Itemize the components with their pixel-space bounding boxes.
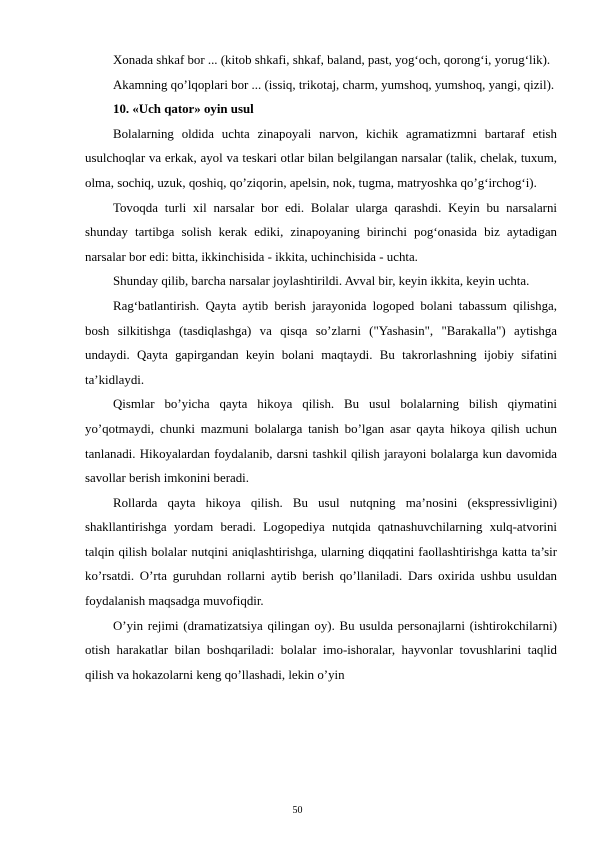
paragraph-tray-objects: Tovoqda turli xil narsalar bor edi. Bolalar ularga qarashdi. Keyin bu narsalarni shunday tartibga solish kerak ediki, zinapoyaning birinchi pog‘onasida biz aytadigan narsalar bor edi: bitta, ikkinchisida - ikkita, uchinchisida - uchta. <box>85 200 557 264</box>
section-heading: 10. «Uch qator» oyin usul <box>113 102 254 117</box>
paragraph-ladder-game: Bolalarning oldida uchta zinapoyali narvon, kichik agramatizmni bartaraf etish usulchoqlar va erkak, ayol va teskari otlar bilan belgilangan narsalar (talik, chelak, tuxum, olma, sochiq, uzuk, qoshiq, qo’ziqorin, apelsin, nok, tugma, matryoshka qo’g‘irchog‘i). <box>85 126 557 190</box>
paragraph-game-mode: O’yin rejimi (dramatizatsiya qilingan oy). Bu usulda personajlarni (ishtirokchilarni) otish harakatlar bilan boshqariladi: bolalar imo-ishoralar, hayvonlar tovushlarini taqlid qilish va hokazolarni keng qo’llashadi, lekin o’yin <box>85 618 557 682</box>
paragraph-encouragement: Rag‘batlantirish. Qayta aytib berish jarayonida logoped bolani tabassum qilishga, bosh silkitishga (tasdiqlashga) va qisqa so’zlarni ("Yashasin", "Barakalla") aytishga undaydi. Qayta gapirgandan keyin bolani maqtaydi. Bu takrorlashning ijobiy sifatini ta’kidlaydi. <box>85 298 557 387</box>
paragraph-role-retelling: Rollarda qayta hikoya qilish. Bu usul nutqning ma’nosini (ekspressivligini) shakllantirishga yordam beradi. Logopediya nutqida qatnashuvchilarning xulq-atvorini talqin qilish bolalar nutqini aniqlashtirishga, ularning diqqatini faollashtirishga katta ta’sir ko’rsatdi. O’rta guruhdan rollarni aytib berish qo’llaniladi. Dars oxirida ushbu usuldan foydalanish maqsadga muvofiqdir. <box>85 495 557 609</box>
document-page <box>85 48 557 687</box>
paragraph-wardrobe-example: Xonada shkaf bor ... (kitob shkafi, shkaf, baland, past, yog‘och, qorong‘i, yorug‘lik). <box>113 53 551 67</box>
paragraph-gloves-example: Akamning qo’lqoplari bor ... (issiq, trikotaj, charm, yumshoq, yumshoq, yangi, qizil). <box>113 77 555 92</box>
page-number: 50 <box>292 805 303 816</box>
paragraph-parts-retelling: Qismlar bo’yicha qayta hikoya qilish. Bu usul bolalarning bilish qiymatini yo’qotmaydi, chunki mazmuni bolalarga tanish bo’lgan asar qayta hikoya qilish uchun tanlanadi. Hikoyalardan foydalanib, darsni tashkil qilish jarayoni bolalarga kun davomida savollar berish imkonini beradi. <box>85 397 557 486</box>
paragraph-arrangement: Shunday qilib, barcha narsalar joylashtirildi. Avval bir, keyin ikkita, keyin uchta. <box>113 274 530 289</box>
